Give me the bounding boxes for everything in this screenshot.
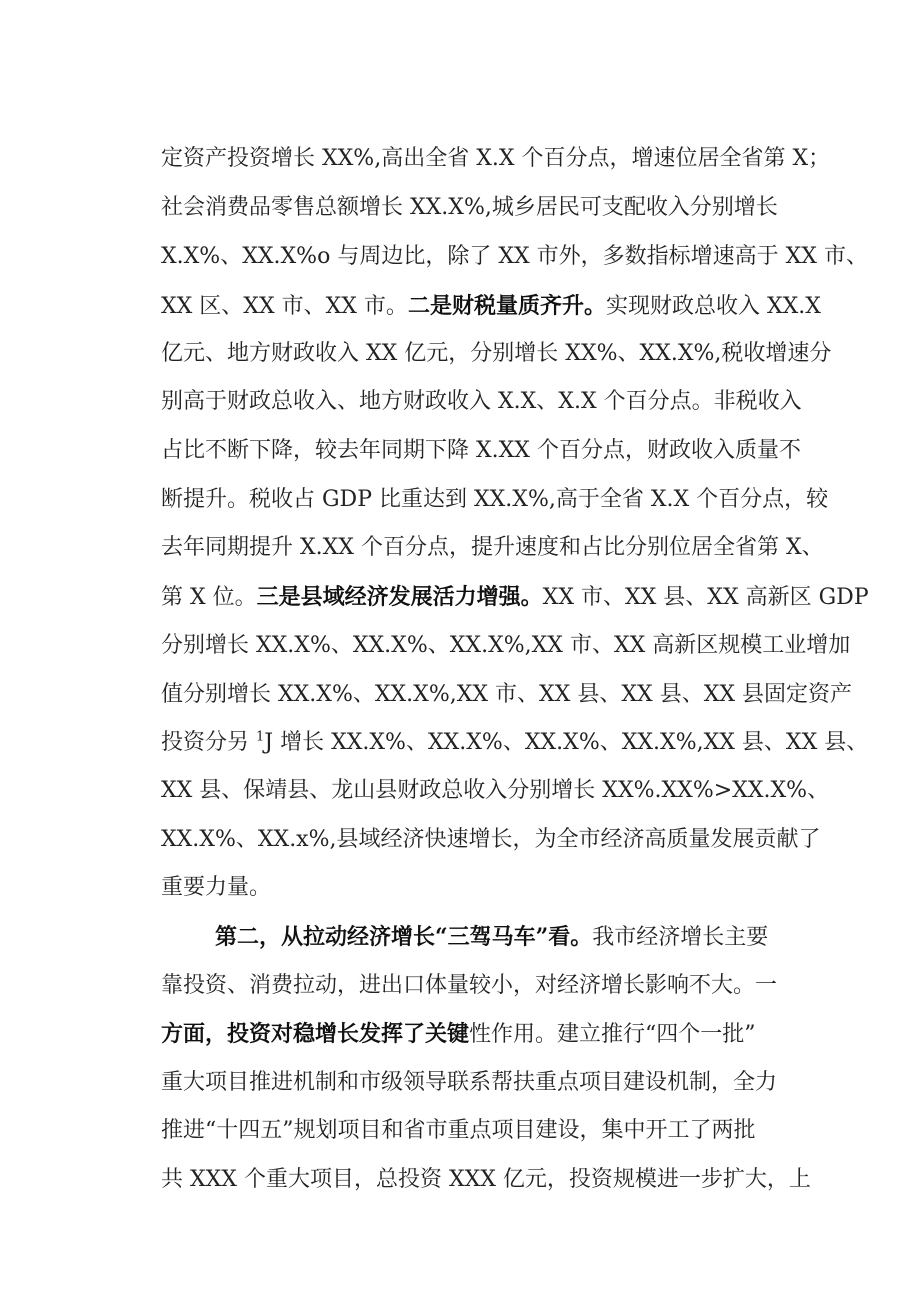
line-text: XX 区、XX 市、XX 市。	[160, 294, 408, 319]
line-text: 投资分另	[160, 730, 256, 755]
bold-heading: 方面，投资对稳增长发挥了关键	[160, 1021, 469, 1047]
line-text: 重大项目推进机制和市级领导联系帮扶重点项目建设机制，全力	[160, 1070, 777, 1095]
line-text: 社会消费品零售总额增长 XX.X%,城乡居民可支配收入分别增长	[160, 195, 778, 220]
line-text: X.X%、XX.X%o 与周边比，除了 XX 市外，多数指标增速高于 XX 市、	[160, 244, 868, 269]
bold-heading: 二是财税量质齐升。	[407, 293, 606, 319]
text-line	[133, 1135, 811, 1225]
line-text: 值分别增长 XX.X%、XX.X%,XX 市、XX 县、XX 县、XX 县固定资产	[160, 682, 853, 707]
line-text: 推进“十四五”规划项目和省市重点项目建设，集中开工了两批	[160, 1118, 756, 1143]
line-text: 亿元、地方财政收入 XX 亿元，分别增长 XX%、XX.X%,税收增速分	[160, 341, 832, 366]
line-text: 别高于财政总收入、地方财政收入 X.X、X.X 个百分点。非税收入	[160, 389, 802, 414]
line-text: 第 X 位。	[160, 585, 257, 610]
line-text: 重要力量。	[160, 875, 271, 900]
line-text: XX 市、XX 县、XX 高新区 GDP	[542, 585, 869, 610]
bold-heading: 三是县域经济发展活力增强。	[256, 584, 543, 610]
line-text: XX.X%、XX.x%,县域经济快速增长，为全市经济高质量发展贡献了	[160, 827, 821, 852]
line-text: J 增长 XX.X%、XX.X%、XX.X%、XX.X%,XX 县、XX 县、	[264, 730, 869, 755]
line-text: 性作用。建立推行“四个一批”	[469, 1022, 756, 1047]
line-text: 断提升。税收占 GDP 比重达到 XX.X%,高于全省 X.X 个百分点，较	[160, 487, 829, 512]
line-text: 实现财政总收入 XX.X	[605, 294, 821, 319]
line-text: 共 XXX 个重大项目，总投资 XXX 亿元，投资规模进一步扩大，上	[160, 1167, 811, 1192]
superscript-artifact: 1	[255, 729, 265, 745]
line-text: 占比不断下降，较去年同期下降 X.XX 个百分点，财政收入质量不	[160, 438, 801, 463]
section-heading: 第二，从拉动经济增长“三驾马车”看。	[214, 924, 593, 950]
line-text: 去年同期提升 X.XX 个百分点，提升速度和占比分别位居全省第 X、	[160, 535, 824, 560]
line-text: 定资产投资增长 XX%,高出全省 X.X 个百分点，增速位居全省第 X；	[160, 146, 831, 171]
line-text: XX 县、保靖县、龙山县财政总收入分别增长 XX%.XX%>XX.X%、	[160, 778, 830, 803]
line-text: 靠投资、消费拉动，进出口体量较小，对经济增长影响不大。一	[160, 973, 777, 998]
line-text: 分别增长 XX.X%、XX.X%、XX.X%,XX 市、XX 高新区规模工业增加	[160, 633, 851, 658]
line-text: 我市经济增长主要	[592, 925, 769, 950]
